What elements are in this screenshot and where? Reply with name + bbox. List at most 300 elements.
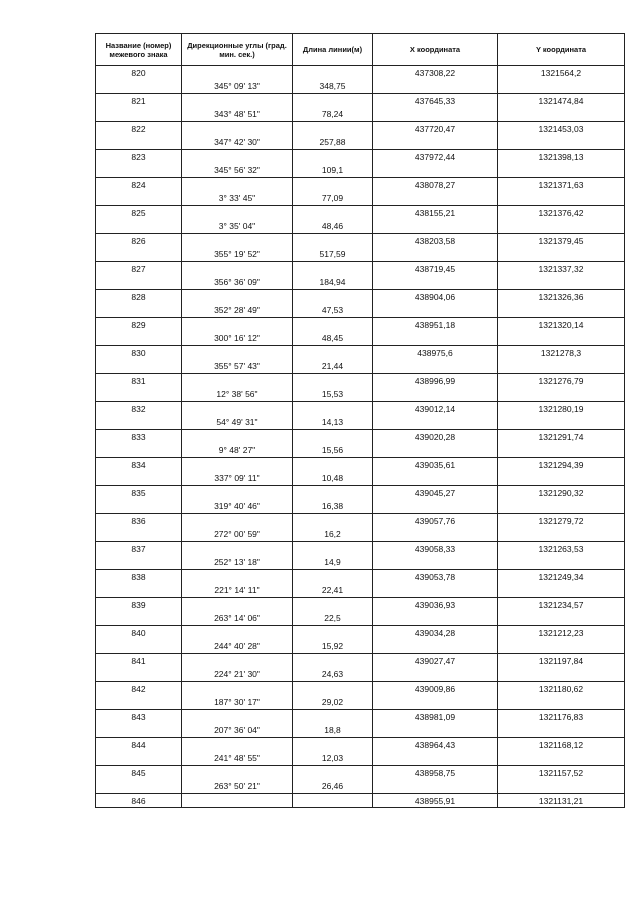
empty-cell	[96, 192, 182, 206]
direction-angle-cell: 252° 13' 18"	[182, 556, 293, 570]
x-coordinate-cell: 438203,58	[373, 234, 498, 248]
empty-cell	[293, 206, 373, 220]
empty-cell	[373, 724, 498, 738]
line-length-cell: 18,8	[293, 724, 373, 738]
empty-cell	[373, 136, 498, 150]
direction-angle-cell: 319° 40' 46"	[182, 500, 293, 514]
empty-cell	[293, 150, 373, 164]
point-row	[96, 94, 625, 108]
segment-row	[96, 108, 625, 122]
y-coordinate-cell: 1321176,83	[498, 710, 625, 724]
direction-angle-cell: 355° 57' 43"	[182, 360, 293, 374]
empty-cell	[498, 360, 625, 374]
empty-cell	[373, 192, 498, 206]
empty-cell	[96, 472, 182, 486]
point-name-cell: 825	[96, 206, 182, 220]
segment-row	[96, 332, 625, 346]
empty-cell	[498, 668, 625, 682]
segment-row	[96, 500, 625, 514]
empty-cell	[373, 360, 498, 374]
x-coordinate-cell: 438155,21	[373, 206, 498, 220]
line-length-cell: 15,56	[293, 444, 373, 458]
empty-cell	[373, 640, 498, 654]
empty-cell	[96, 360, 182, 374]
empty-cell	[498, 304, 625, 318]
point-name-cell: 837	[96, 542, 182, 556]
point-name-cell: 842	[96, 682, 182, 696]
empty-cell	[182, 570, 293, 584]
x-coordinate-cell: 438719,45	[373, 262, 498, 276]
segment-row	[96, 192, 625, 206]
empty-cell	[373, 500, 498, 514]
point-name-cell: 822	[96, 122, 182, 136]
empty-cell	[373, 108, 498, 122]
empty-cell	[498, 332, 625, 346]
line-length-cell: 12,03	[293, 752, 373, 766]
boundary-coordinates-table	[95, 33, 625, 808]
x-coordinate-cell: 437308,22	[373, 66, 498, 80]
direction-angle-cell: 9° 48' 27"	[182, 444, 293, 458]
line-length-cell: 257,88	[293, 136, 373, 150]
line-length-cell: 21,44	[293, 360, 373, 374]
segment-row	[96, 780, 625, 794]
y-coordinate-cell: 1321326,36	[498, 290, 625, 304]
x-coordinate-cell: 439035,61	[373, 458, 498, 472]
point-row	[96, 486, 625, 500]
header-row	[96, 34, 625, 66]
x-coordinate-cell: 439034,28	[373, 626, 498, 640]
y-coordinate-cell: 1321263,53	[498, 542, 625, 556]
empty-cell	[498, 416, 625, 430]
direction-angle-cell: 12° 38' 56"	[182, 388, 293, 402]
empty-cell	[182, 206, 293, 220]
direction-angle-cell: 263° 14' 06"	[182, 612, 293, 626]
empty-cell	[96, 556, 182, 570]
direction-angle-cell: 347° 42' 30"	[182, 136, 293, 150]
point-row	[96, 738, 625, 752]
x-coordinate-cell: 437720,47	[373, 122, 498, 136]
empty-cell	[498, 444, 625, 458]
point-row	[96, 262, 625, 276]
line-length-cell: 14,13	[293, 416, 373, 430]
empty-cell	[373, 444, 498, 458]
empty-cell	[182, 374, 293, 388]
empty-cell	[182, 542, 293, 556]
empty-cell	[498, 108, 625, 122]
empty-cell	[293, 178, 373, 192]
x-coordinate-cell: 438904,06	[373, 290, 498, 304]
empty-cell	[182, 710, 293, 724]
empty-cell	[96, 304, 182, 318]
empty-cell	[96, 108, 182, 122]
point-name-cell: 821	[96, 94, 182, 108]
y-coordinate-cell: 1321276,79	[498, 374, 625, 388]
line-length-cell: 15,53	[293, 388, 373, 402]
x-coordinate-cell: 438996,99	[373, 374, 498, 388]
point-name-cell: 836	[96, 514, 182, 528]
empty-cell	[373, 696, 498, 710]
point-name-cell: 828	[96, 290, 182, 304]
y-coordinate-cell: 1321379,45	[498, 234, 625, 248]
empty-cell	[96, 388, 182, 402]
empty-cell	[96, 752, 182, 766]
point-name-cell: 824	[96, 178, 182, 192]
point-row	[96, 346, 625, 360]
empty-cell	[498, 780, 625, 794]
y-coordinate-cell: 1321168,12	[498, 738, 625, 752]
empty-cell	[96, 584, 182, 598]
y-coordinate-cell: 1321278,3	[498, 346, 625, 360]
x-coordinate-cell: 439020,28	[373, 430, 498, 444]
empty-cell	[96, 528, 182, 542]
empty-cell	[293, 626, 373, 640]
point-row	[96, 514, 625, 528]
y-coordinate-cell: 1321398,13	[498, 150, 625, 164]
x-coordinate-cell: 439009,86	[373, 682, 498, 696]
empty-cell	[498, 136, 625, 150]
empty-cell	[182, 738, 293, 752]
empty-cell	[293, 654, 373, 668]
direction-angle-cell: 300° 16' 12"	[182, 332, 293, 346]
empty-cell	[182, 234, 293, 248]
point-row	[96, 626, 625, 640]
y-coordinate-cell: 1321180,62	[498, 682, 625, 696]
empty-cell	[373, 220, 498, 234]
x-coordinate-cell: 439053,78	[373, 570, 498, 584]
empty-cell	[182, 94, 293, 108]
empty-cell	[373, 304, 498, 318]
point-row	[96, 66, 625, 80]
x-coordinate-cell: 439058,33	[373, 542, 498, 556]
empty-cell	[96, 724, 182, 738]
empty-cell	[96, 220, 182, 234]
direction-angle-cell: 352° 28' 49"	[182, 304, 293, 318]
empty-cell	[182, 346, 293, 360]
empty-cell	[498, 248, 625, 262]
empty-cell	[96, 780, 182, 794]
line-length-cell: 48,46	[293, 220, 373, 234]
x-coordinate-cell: 439027,47	[373, 654, 498, 668]
segment-row	[96, 220, 625, 234]
coordinates-sheet	[95, 33, 625, 808]
empty-cell	[96, 164, 182, 178]
empty-cell	[293, 290, 373, 304]
empty-cell	[373, 780, 498, 794]
segment-row	[96, 388, 625, 402]
direction-angle-cell: 207° 36' 04"	[182, 724, 293, 738]
segment-row	[96, 164, 625, 178]
point-row	[96, 682, 625, 696]
empty-cell	[498, 696, 625, 710]
empty-cell	[373, 276, 498, 290]
empty-cell	[293, 542, 373, 556]
point-row	[96, 374, 625, 388]
line-length-cell: 16,2	[293, 528, 373, 542]
empty-cell	[96, 416, 182, 430]
empty-cell	[498, 528, 625, 542]
point-row	[96, 542, 625, 556]
direction-angle-cell: 345° 56' 32"	[182, 164, 293, 178]
point-name-cell: 843	[96, 710, 182, 724]
empty-cell	[498, 192, 625, 206]
empty-cell	[293, 598, 373, 612]
point-row	[96, 290, 625, 304]
line-length-cell: 24,63	[293, 668, 373, 682]
point-row	[96, 430, 625, 444]
empty-cell	[182, 598, 293, 612]
empty-cell	[498, 220, 625, 234]
line-length-cell: 47,53	[293, 304, 373, 318]
segment-row	[96, 528, 625, 542]
empty-cell	[182, 178, 293, 192]
direction-angle-cell: 355° 19' 52"	[182, 248, 293, 262]
header-line-length: Длина линии(м)	[293, 34, 373, 66]
empty-cell	[498, 556, 625, 570]
line-length-cell: 16,38	[293, 500, 373, 514]
y-coordinate-cell: 1321280,19	[498, 402, 625, 416]
segment-row	[96, 444, 625, 458]
empty-cell	[182, 486, 293, 500]
line-length-cell: 14,9	[293, 556, 373, 570]
line-length-cell: 517,59	[293, 248, 373, 262]
empty-cell	[498, 752, 625, 766]
empty-cell	[182, 514, 293, 528]
point-row	[96, 178, 625, 192]
empty-cell	[373, 80, 498, 94]
line-length-cell: 48,45	[293, 332, 373, 346]
x-coordinate-cell: 439012,14	[373, 402, 498, 416]
y-coordinate-cell: 1321249,34	[498, 570, 625, 584]
empty-cell	[96, 500, 182, 514]
point-row	[96, 122, 625, 136]
direction-angle-cell: 224° 21' 30"	[182, 668, 293, 682]
y-coordinate-cell: 1321474,84	[498, 94, 625, 108]
line-length-cell: 348,75	[293, 80, 373, 94]
y-coordinate-cell: 1321197,84	[498, 654, 625, 668]
line-length-cell: 29,02	[293, 696, 373, 710]
empty-cell	[293, 402, 373, 416]
point-name-cell: 826	[96, 234, 182, 248]
line-length-cell: 77,09	[293, 192, 373, 206]
direction-angle-cell: 3° 33' 45"	[182, 192, 293, 206]
line-length-cell: 184,94	[293, 276, 373, 290]
direction-angle-cell: 3° 35' 04"	[182, 220, 293, 234]
segment-row	[96, 80, 625, 94]
empty-cell	[373, 752, 498, 766]
empty-cell	[96, 276, 182, 290]
empty-cell	[498, 584, 625, 598]
empty-cell	[293, 262, 373, 276]
empty-cell	[182, 122, 293, 136]
direction-angle-cell: 244° 40' 28"	[182, 640, 293, 654]
segment-row	[96, 724, 625, 738]
empty-cell	[182, 654, 293, 668]
empty-cell	[182, 626, 293, 640]
line-length-cell: 15,92	[293, 640, 373, 654]
empty-cell	[498, 500, 625, 514]
empty-cell	[293, 570, 373, 584]
direction-angle-cell: 263° 50' 21"	[182, 780, 293, 794]
empty-cell	[182, 766, 293, 780]
x-coordinate-cell: 438975,6	[373, 346, 498, 360]
empty-cell	[96, 136, 182, 150]
line-length-cell: 22,5	[293, 612, 373, 626]
segment-row	[96, 360, 625, 374]
empty-cell	[96, 696, 182, 710]
direction-angle-cell: 356° 36' 09"	[182, 276, 293, 290]
empty-cell	[96, 444, 182, 458]
point-name-cell: 846	[96, 794, 182, 808]
header-point-name: Название (номер) межевого знака	[96, 34, 182, 66]
point-row	[96, 318, 625, 332]
empty-cell	[373, 388, 498, 402]
y-coordinate-cell: 1321376,42	[498, 206, 625, 220]
direction-angle-cell: 272° 00' 59"	[182, 528, 293, 542]
point-row	[96, 150, 625, 164]
x-coordinate-cell: 439045,27	[373, 486, 498, 500]
point-row	[96, 598, 625, 612]
empty-cell	[293, 738, 373, 752]
x-coordinate-cell: 438951,18	[373, 318, 498, 332]
empty-cell	[293, 794, 373, 808]
point-name-cell: 832	[96, 402, 182, 416]
empty-cell	[96, 612, 182, 626]
header-x-coordinate: X координата	[373, 34, 498, 66]
empty-cell	[373, 612, 498, 626]
point-name-cell: 840	[96, 626, 182, 640]
empty-cell	[293, 458, 373, 472]
empty-cell	[182, 402, 293, 416]
empty-cell	[498, 164, 625, 178]
empty-cell	[498, 640, 625, 654]
segment-row	[96, 696, 625, 710]
point-row	[96, 234, 625, 248]
segment-row	[96, 584, 625, 598]
direction-angle-cell: 221° 14' 11"	[182, 584, 293, 598]
empty-cell	[373, 556, 498, 570]
x-coordinate-cell: 439036,93	[373, 598, 498, 612]
x-coordinate-cell: 439057,76	[373, 514, 498, 528]
y-coordinate-cell: 1321291,74	[498, 430, 625, 444]
x-coordinate-cell: 438955,91	[373, 794, 498, 808]
direction-angle-cell: 345° 09' 13"	[182, 80, 293, 94]
empty-cell	[182, 66, 293, 80]
point-name-cell: 834	[96, 458, 182, 472]
empty-cell	[96, 668, 182, 682]
x-coordinate-cell: 437645,33	[373, 94, 498, 108]
empty-cell	[293, 234, 373, 248]
empty-cell	[182, 794, 293, 808]
point-name-cell: 831	[96, 374, 182, 388]
line-length-cell: 26,46	[293, 780, 373, 794]
empty-cell	[498, 612, 625, 626]
empty-cell	[373, 164, 498, 178]
header-direction-angle: Дирекционные углы (град. мин. сек.)	[182, 34, 293, 66]
segment-row	[96, 556, 625, 570]
point-row	[96, 766, 625, 780]
x-coordinate-cell: 438958,75	[373, 766, 498, 780]
segment-row	[96, 752, 625, 766]
empty-cell	[182, 430, 293, 444]
point-name-cell: 838	[96, 570, 182, 584]
empty-cell	[373, 668, 498, 682]
y-coordinate-cell: 1321294,39	[498, 458, 625, 472]
direction-angle-cell: 337° 09' 11"	[182, 472, 293, 486]
y-coordinate-cell: 1321279,72	[498, 514, 625, 528]
empty-cell	[498, 276, 625, 290]
empty-cell	[293, 514, 373, 528]
line-length-cell: 78,24	[293, 108, 373, 122]
direction-angle-cell: 54° 49' 31"	[182, 416, 293, 430]
empty-cell	[373, 416, 498, 430]
empty-cell	[182, 262, 293, 276]
line-length-cell: 109,1	[293, 164, 373, 178]
segment-row	[96, 472, 625, 486]
empty-cell	[293, 486, 373, 500]
point-row	[96, 710, 625, 724]
y-coordinate-cell: 1321157,52	[498, 766, 625, 780]
empty-cell	[293, 430, 373, 444]
empty-cell	[293, 766, 373, 780]
empty-cell	[182, 290, 293, 304]
y-coordinate-cell: 1321371,63	[498, 178, 625, 192]
empty-cell	[373, 584, 498, 598]
direction-angle-cell: 187° 30' 17"	[182, 696, 293, 710]
y-coordinate-cell: 1321290,32	[498, 486, 625, 500]
point-row	[96, 794, 625, 808]
empty-cell	[182, 318, 293, 332]
segment-row	[96, 136, 625, 150]
line-length-cell: 22,41	[293, 584, 373, 598]
empty-cell	[182, 682, 293, 696]
point-row	[96, 654, 625, 668]
empty-cell	[96, 80, 182, 94]
segment-row	[96, 640, 625, 654]
empty-cell	[293, 122, 373, 136]
empty-cell	[293, 710, 373, 724]
y-coordinate-cell: 1321337,32	[498, 262, 625, 276]
x-coordinate-cell: 437972,44	[373, 150, 498, 164]
point-name-cell: 839	[96, 598, 182, 612]
point-row	[96, 402, 625, 416]
empty-cell	[96, 248, 182, 262]
point-row	[96, 206, 625, 220]
y-coordinate-cell: 1321212,23	[498, 626, 625, 640]
empty-cell	[498, 724, 625, 738]
empty-cell	[498, 80, 625, 94]
x-coordinate-cell: 438078,27	[373, 178, 498, 192]
point-name-cell: 841	[96, 654, 182, 668]
empty-cell	[293, 94, 373, 108]
empty-cell	[498, 388, 625, 402]
y-coordinate-cell: 1321453,03	[498, 122, 625, 136]
empty-cell	[293, 374, 373, 388]
segment-row	[96, 612, 625, 626]
empty-cell	[293, 346, 373, 360]
y-coordinate-cell: 1321234,57	[498, 598, 625, 612]
point-name-cell: 833	[96, 430, 182, 444]
point-name-cell: 829	[96, 318, 182, 332]
y-coordinate-cell: 1321320,14	[498, 318, 625, 332]
empty-cell	[182, 458, 293, 472]
empty-cell	[373, 528, 498, 542]
point-name-cell: 835	[96, 486, 182, 500]
point-name-cell: 844	[96, 738, 182, 752]
segment-row	[96, 416, 625, 430]
x-coordinate-cell: 438964,43	[373, 738, 498, 752]
line-length-cell: 10,48	[293, 472, 373, 486]
empty-cell	[182, 150, 293, 164]
